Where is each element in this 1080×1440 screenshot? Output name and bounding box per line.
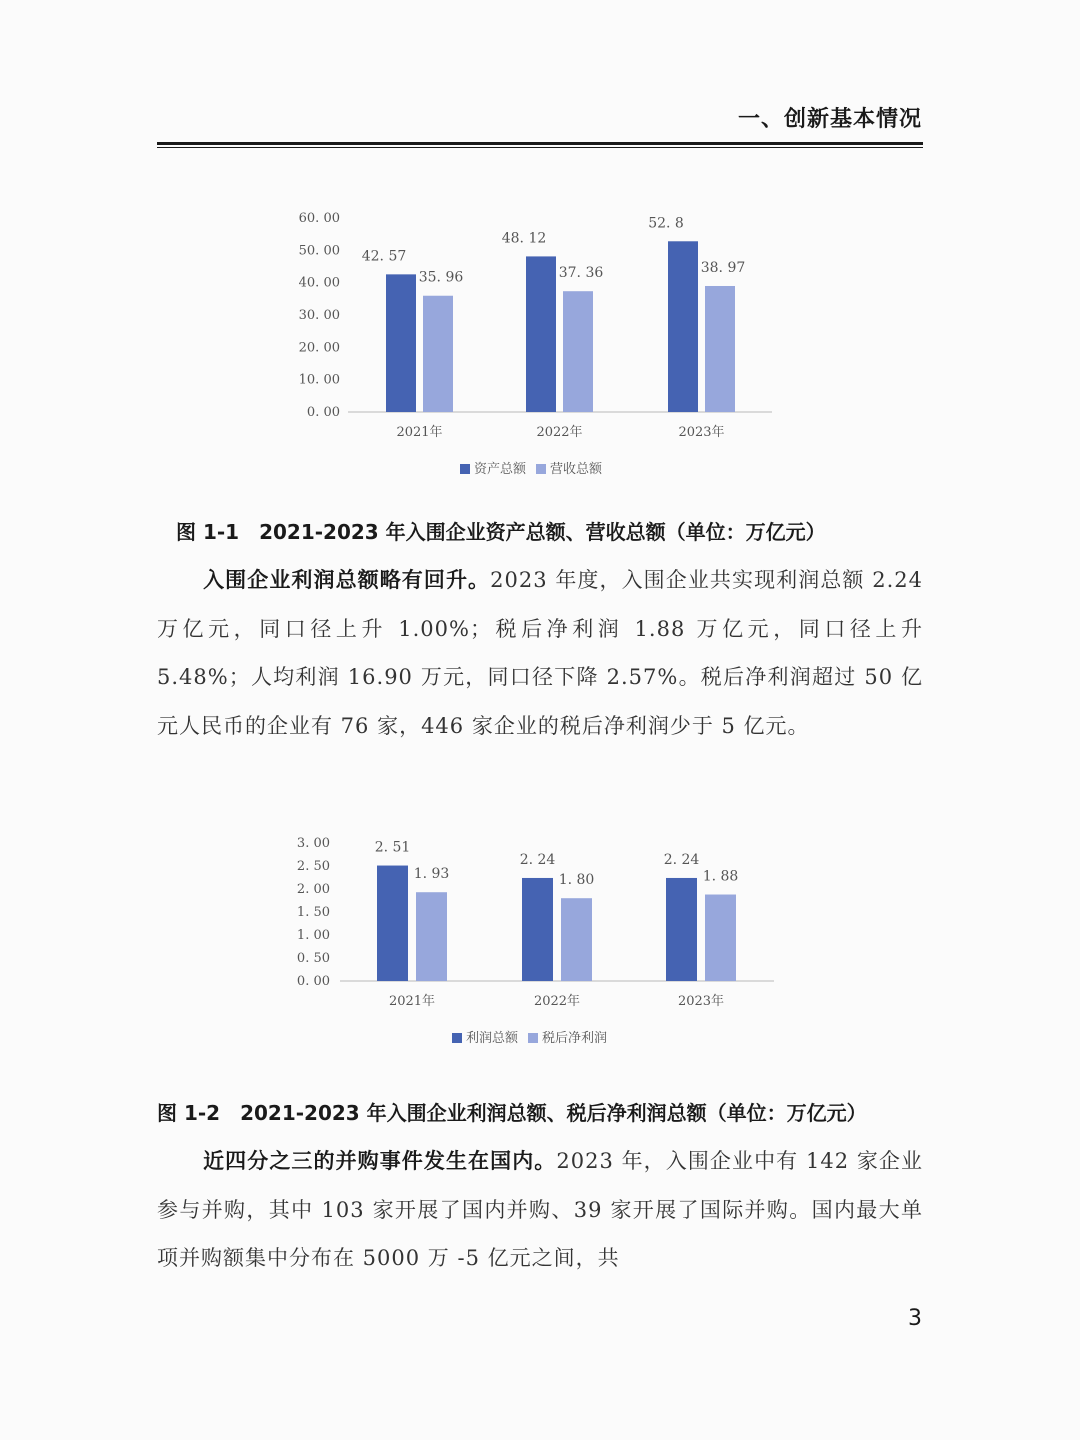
bar-primary [668, 241, 698, 412]
section-title: 一、创新基本情况 [737, 107, 922, 132]
x-tick-label: 2023年 [677, 994, 725, 1009]
data-label: 52. 8 [648, 215, 684, 232]
data-label: 2. 24 [663, 851, 700, 868]
legend-swatch [452, 1033, 462, 1043]
y-tick-label: 2. 50 [296, 859, 330, 874]
x-tick-label: 2022年 [533, 994, 581, 1009]
data-label: 1. 93 [413, 866, 450, 883]
x-tick-label: 2023年 [678, 425, 725, 440]
data-label: 1. 88 [702, 868, 739, 885]
bar-secondary [561, 898, 592, 981]
y-tick-label: 50. 00 [298, 243, 340, 259]
data-label: 48. 12 [501, 230, 547, 247]
bar-secondary [423, 296, 453, 412]
legend-swatch [536, 464, 546, 474]
paragraph-mna-lead: 近四分之三的并购事件发生在国内。 [203, 1149, 557, 1173]
header-rule [157, 142, 923, 145]
bar-secondary [416, 892, 447, 981]
bar-primary [526, 256, 556, 412]
page-number: 3 [908, 1306, 922, 1331]
legend-label: 税后净利润 [542, 1031, 608, 1046]
figure-1-caption: 图 1-1 2021-2023 年入围企业资产总额、营收总额（单位：万亿元） [176, 520, 826, 544]
y-tick-label: 1. 00 [296, 928, 330, 943]
y-tick-label: 10. 00 [298, 372, 340, 388]
legend-swatch [460, 464, 470, 474]
bar-secondary [563, 291, 593, 412]
chart-profit [0, 830, 1080, 1060]
y-tick-label: 0. 00 [296, 974, 330, 989]
y-tick-label: 0. 50 [296, 951, 330, 966]
y-tick-label: 60. 00 [298, 211, 340, 226]
data-label: 1. 80 [558, 872, 595, 889]
data-label: 35. 96 [418, 269, 464, 286]
paragraph-profit-lead: 入围企业利润总额略有回升。 [203, 568, 491, 592]
y-tick-label: 0. 00 [306, 405, 340, 420]
data-label: 2. 51 [374, 839, 411, 856]
paragraph-profit [157, 556, 923, 750]
figure-2-caption: 图 1-2 2021-2023 年入围企业利润总额、税后净利润总额（单位：万亿元） [157, 1101, 867, 1125]
bar-primary [377, 866, 408, 981]
bar-primary [666, 878, 697, 981]
y-tick-label: 1. 50 [296, 905, 330, 920]
data-label: 37. 36 [558, 265, 604, 282]
y-tick-label: 2. 00 [296, 882, 330, 897]
legend-swatch [528, 1033, 538, 1043]
legend-label: 利润总额 [466, 1031, 519, 1046]
x-tick-label: 2021年 [396, 425, 443, 440]
header-rule-thin [157, 147, 923, 148]
y-tick-label: 20. 00 [298, 340, 340, 356]
paragraph-profit-body: 2023 年度，入围企业共实现利润总额 2.24 万亿元，同口径上升 1.00%；税后净利润 1.88 万亿元，同口径上升 5.48%；人均利润 16.90 万元，同口径下降 2.57%。税后净利润超过 50 亿元人民币的企业有 76 家，446 家企业的税后净利润少于 5 亿元。 [157, 568, 923, 738]
x-tick-label: 2022年 [536, 425, 583, 440]
data-label: 2. 24 [519, 851, 556, 868]
bar-primary [522, 878, 553, 981]
paragraph-mna [157, 1137, 923, 1283]
chart-assets-revenue [0, 200, 1080, 490]
y-tick-label: 40. 00 [298, 275, 340, 291]
data-label: 42. 57 [361, 248, 407, 265]
bar-secondary [705, 895, 736, 981]
y-tick-label: 30. 00 [298, 308, 340, 323]
bar-secondary [705, 286, 735, 412]
data-label: 38. 97 [700, 259, 746, 276]
legend-label: 资产总额 [474, 462, 527, 477]
paragraph-mna-body: 2023 年，入围企业中有 142 家企业参与并购，其中 103 家开展了国内并购、39 家开展了国际并购。国内最大单项并购额集中分布在 5000 万 -5 亿元之间，共 [157, 1149, 923, 1270]
legend-label: 营收总额 [550, 462, 603, 477]
bar-primary [386, 274, 416, 412]
x-tick-label: 2021年 [388, 994, 436, 1009]
y-tick-label: 3. 00 [296, 836, 330, 851]
